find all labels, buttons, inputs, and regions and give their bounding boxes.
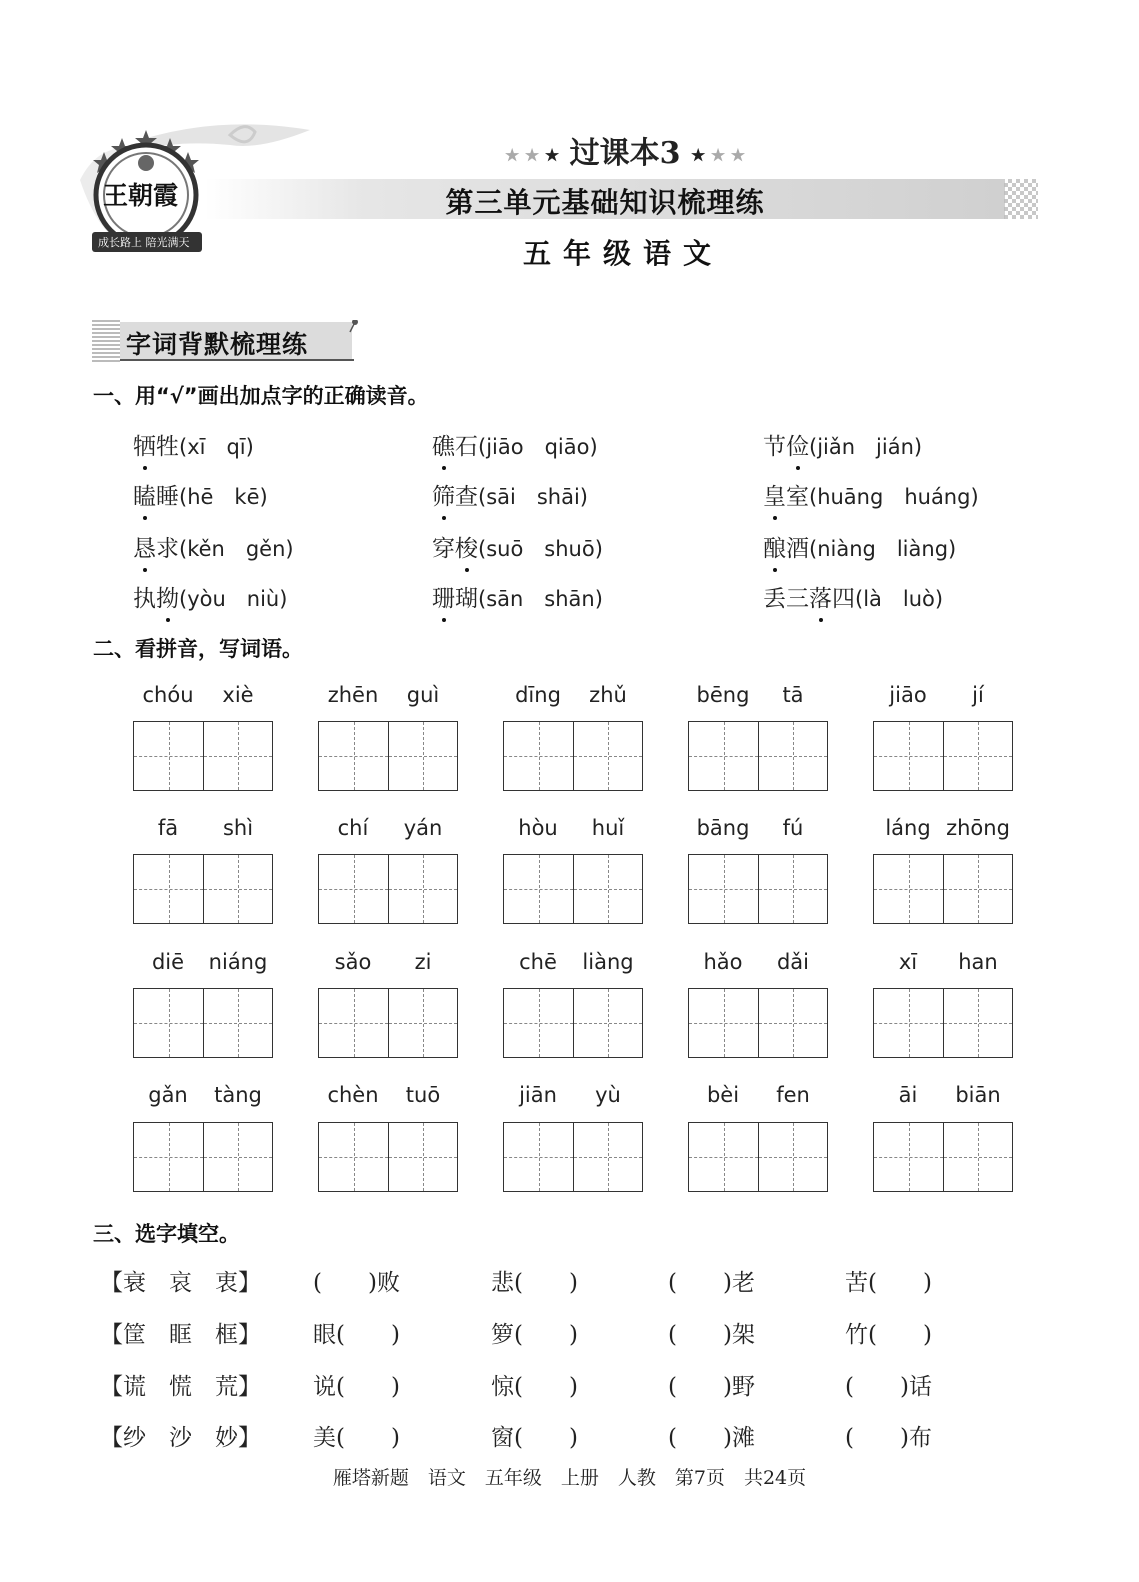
word-text: 酒 [786,536,809,562]
dotted-character: 筛 [432,478,455,511]
pinyin-syllable: bēng [696,683,750,707]
writing-grid[interactable] [318,1122,458,1192]
pinyin-syllable: liàng [582,950,634,974]
fill-blank-item[interactable]: 竹( ) [845,1322,932,1348]
character-options: 【筐 眶 框】 [100,1322,261,1348]
pinyin-syllable: āi [898,1083,918,1107]
pinyin-label [317,683,459,707]
fill-blank-item[interactable]: 美( ) [313,1425,400,1451]
writing-grid[interactable] [688,988,828,1058]
pinyin-syllable: zhēn [327,683,379,707]
grid-cell[interactable] [943,722,1012,790]
grid-cell[interactable] [319,989,388,1057]
pronunciation-item [432,580,603,613]
grid-cell[interactable] [758,989,827,1057]
pronunciation-item [763,478,979,511]
writing-grid[interactable] [873,1122,1013,1192]
grid-cell[interactable] [203,989,272,1057]
pinyin-syllable: yán [403,816,443,840]
grid-cell[interactable] [134,989,203,1057]
fill-blank-item[interactable]: 悲( ) [491,1270,578,1296]
grid-cell[interactable] [134,722,203,790]
pinyin-syllable: bèi [706,1083,740,1107]
pinyin-syllable: bāng [696,816,750,840]
writing-grid[interactable] [873,721,1013,791]
pinyin-syllable: dīng [515,683,561,707]
fill-blank-item[interactable]: 窗( ) [491,1425,578,1451]
grid-cell[interactable] [689,722,758,790]
grid-cell[interactable] [874,855,943,923]
fill-blank-item[interactable]: ( )野 [668,1374,755,1400]
pinyin-syllable: tuō [405,1083,441,1107]
grid-cell[interactable] [874,722,943,790]
pinyin-options[interactable]: (xī qī) [179,435,254,459]
logo-text: 王朝霞 [103,181,179,210]
pinyin-syllable: dǎi [776,950,810,974]
pinyin-label [687,1083,829,1107]
pinyin-syllable: tàng [214,1083,262,1107]
dotted-character: 珊 [432,580,455,613]
pinyin-syllable: chóu [142,683,194,707]
fill-blank-item[interactable]: ( )架 [668,1322,755,1348]
pinyin-syllable: chèn [327,1083,379,1107]
grid-cell[interactable] [319,1123,388,1191]
fill-blank-item[interactable]: 箩( ) [491,1322,578,1348]
pinyin-syllable: fen [776,1083,810,1107]
dotted-character: 落 [809,580,832,613]
pinyin-syllable: huǐ [591,816,625,840]
word-text: 睡 [156,484,179,510]
star-icon: ★ ★ [705,145,746,165]
word-text: 丢三 [763,586,809,612]
pinyin-options[interactable]: (suō shuō) [478,537,603,561]
grid-cell[interactable] [573,1123,642,1191]
pinyin-syllable: xiè [222,683,254,707]
writing-grid[interactable] [688,721,828,791]
grid-cell[interactable] [134,855,203,923]
grid-cell[interactable] [504,1123,573,1191]
pinyin-syllable: guì [406,683,440,707]
writing-grid[interactable] [133,988,273,1058]
fill-blank-item[interactable]: 眼( ) [313,1322,400,1348]
grid-cell[interactable] [388,855,457,923]
dotted-character: 礁 [432,428,455,461]
grid-cell[interactable] [943,1123,1012,1191]
dotted-character: 瞌 [133,478,156,511]
dotted-character: 拗 [156,580,179,613]
pinyin-label [132,816,274,840]
grid-cell[interactable] [758,722,827,790]
pinyin-syllable: tā [782,683,804,707]
character-options: 【谎 慌 荒】 [100,1374,261,1400]
pinyin-syllable: jí [972,683,984,707]
logo-ribbon-text: 成长路上 陪光满天 [98,236,190,249]
pinyin-label [687,950,829,974]
dotted-character: 梭 [455,530,478,563]
pinyin-options[interactable]: (jiāo qiāo) [478,435,598,459]
writing-grid[interactable] [688,1122,828,1192]
question-2-heading: 二、看拼音，写词语。 [93,637,303,661]
pronunciation-item [763,428,922,461]
word-text: 石 [455,434,478,460]
fill-blank-item[interactable]: ( )败 [313,1270,400,1296]
pinyin-syllable: láng [885,816,931,840]
question-1-heading: 一、用“√”画出加点字的正确读音。 [93,384,429,408]
pronunciation-item [133,530,294,563]
word-text: 穿 [432,536,455,562]
word-text: 执 [133,586,156,612]
pinyin-syllable: diē [151,950,185,974]
pinyin-label [687,816,829,840]
dotted-character: 酿 [763,530,786,563]
pinyin-label [317,950,459,974]
pronunciation-item [432,428,598,461]
grid-cell[interactable] [388,1123,457,1191]
grid-cell[interactable] [573,989,642,1057]
pronunciation-item [133,478,268,511]
grid-cell[interactable] [504,722,573,790]
pronunciation-item [432,530,603,563]
star-icon: ★ ★ [505,145,540,165]
fill-blank-item[interactable]: ( )老 [668,1270,755,1296]
fill-blank-item[interactable]: 说( ) [313,1374,400,1400]
fill-blank-item[interactable]: ( )布 [845,1425,932,1451]
pinyin-label [317,816,459,840]
writing-grid[interactable] [503,721,643,791]
pinyin-label [502,816,644,840]
pinyin-syllable: fā [157,816,179,840]
pinyin-syllable: biān [955,1083,1001,1107]
lesson-label-text: 过课本3 [569,136,681,171]
pinyin-options[interactable]: (kěn gěn) [179,537,294,561]
section-title: 字词背默梳理练 [126,330,309,359]
pinyin-syllable: gǎn [148,1083,188,1107]
star-icon: ★ [690,145,706,165]
writing-grid[interactable] [133,1122,273,1192]
pinyin-label [132,683,274,707]
pinyin-syllable: shì [222,816,254,840]
dotted-character: 俭 [786,428,809,461]
fill-blank-item[interactable]: ( )话 [845,1374,932,1400]
grid-cell[interactable] [203,722,272,790]
grid-cell[interactable] [504,855,573,923]
grid-cell[interactable] [943,855,1012,923]
page-subtitle: 五年级语文 [522,237,723,270]
writing-grid[interactable] [503,854,643,924]
pinyin-label [502,683,644,707]
lesson-label [505,128,745,172]
writing-grid[interactable] [133,854,273,924]
grid-cell[interactable] [134,1123,203,1191]
dotted-character: 皇 [763,478,786,511]
grid-cell[interactable] [388,989,457,1057]
pinyin-syllable: chē [519,950,557,974]
pinyin-label [502,950,644,974]
word-text: 节 [763,434,786,460]
grid-cell[interactable] [943,989,1012,1057]
grid-cell[interactable] [689,855,758,923]
writing-grid[interactable] [503,988,643,1058]
question-3-heading: 三、选字填空。 [93,1222,240,1246]
writing-grid[interactable] [688,854,828,924]
pinyin-syllable: jiāo [889,683,927,707]
pinyin-options[interactable]: (sāi shāi) [478,485,588,509]
writing-grid[interactable] [873,854,1013,924]
pinyin-syllable: han [958,950,998,974]
dotted-character: 恳 [133,530,156,563]
grid-cell[interactable] [758,855,827,923]
grid-cell[interactable] [689,1123,758,1191]
pronunciation-item [763,580,943,613]
grid-cell[interactable] [689,989,758,1057]
pinyin-options[interactable]: (huāng huáng) [809,485,979,509]
pronunciation-item [432,478,588,511]
pinyin-syllable: zhōng [946,816,1010,840]
pinyin-label [872,683,1014,707]
pinyin-options[interactable]: (niàng liàng) [809,537,957,561]
grid-cell[interactable] [573,722,642,790]
word-text: 牲 [156,434,179,460]
pinyin-syllable: xī [898,950,918,974]
pronunciation-item [763,530,956,563]
fill-blank-item[interactable]: ( )滩 [668,1425,755,1451]
pinyin-options[interactable]: (hē kē) [179,485,268,509]
pinyin-label [872,950,1014,974]
dotted-character: 牺 [133,428,156,461]
pinyin-syllable: zhǔ [589,683,627,707]
grid-cell[interactable] [319,855,388,923]
word-text: 查 [455,484,478,510]
pinyin-label [687,683,829,707]
grid-cell[interactable] [203,1123,272,1191]
grid-cell[interactable] [203,855,272,923]
writing-grid[interactable] [133,721,273,791]
grid-cell[interactable] [319,722,388,790]
pinyin-options[interactable]: (yòu niù) [179,587,288,611]
fill-blank-item[interactable]: 苦( ) [845,1270,932,1296]
pronunciation-item [133,428,254,461]
writing-grid[interactable] [318,988,458,1058]
grid-cell[interactable] [388,722,457,790]
pinyin-syllable: hǎo [703,950,743,974]
pinyin-syllable: chí [337,816,369,840]
pinyin-syllable: hòu [518,816,558,840]
character-options: 【衰 哀 衷】 [100,1270,261,1296]
word-text: 四 [832,586,855,612]
writing-grid[interactable] [318,854,458,924]
grid-cell[interactable] [874,1123,943,1191]
page-title: 第三单元基础知识梳理练 [445,186,765,219]
grid-cell[interactable] [758,1123,827,1191]
checker-decoration [1004,179,1038,219]
pinyin-label [872,1083,1014,1107]
pinyin-label [132,950,274,974]
page-footer: 雁塔新题 语文 五年级 上册 人教 第7页 共24页 [332,1467,807,1489]
star-icon: ★ [539,145,560,165]
pinyin-syllable: niáng [208,950,268,974]
fill-blank-item[interactable]: 惊( ) [491,1374,578,1400]
grid-cell[interactable] [874,989,943,1057]
pronunciation-item [133,580,287,613]
pinyin-options[interactable]: (là luò) [855,587,944,611]
writing-grid[interactable] [873,988,1013,1058]
pinyin-options[interactable]: (sān shān) [478,587,603,611]
grid-cell[interactable] [573,855,642,923]
word-text: 室 [786,484,809,510]
pinyin-syllable: jiān [519,1083,557,1107]
pinyin-label [317,1083,459,1107]
pinyin-syllable: yù [595,1083,621,1107]
pinyin-label [132,1083,274,1107]
character-options: 【纱 沙 妙】 [100,1425,261,1451]
word-text: 瑚 [455,586,478,612]
pinyin-syllable: zi [414,950,432,974]
grid-cell[interactable] [504,989,573,1057]
pinyin-options[interactable]: (jiǎn jián) [809,435,923,459]
writing-grid[interactable] [318,721,458,791]
pinyin-syllable: sǎo [334,950,372,974]
word-text: 求 [156,536,179,562]
writing-grid[interactable] [503,1122,643,1192]
pinyin-syllable: fú [782,816,804,840]
pinyin-label [872,816,1014,840]
pinyin-label [502,1083,644,1107]
